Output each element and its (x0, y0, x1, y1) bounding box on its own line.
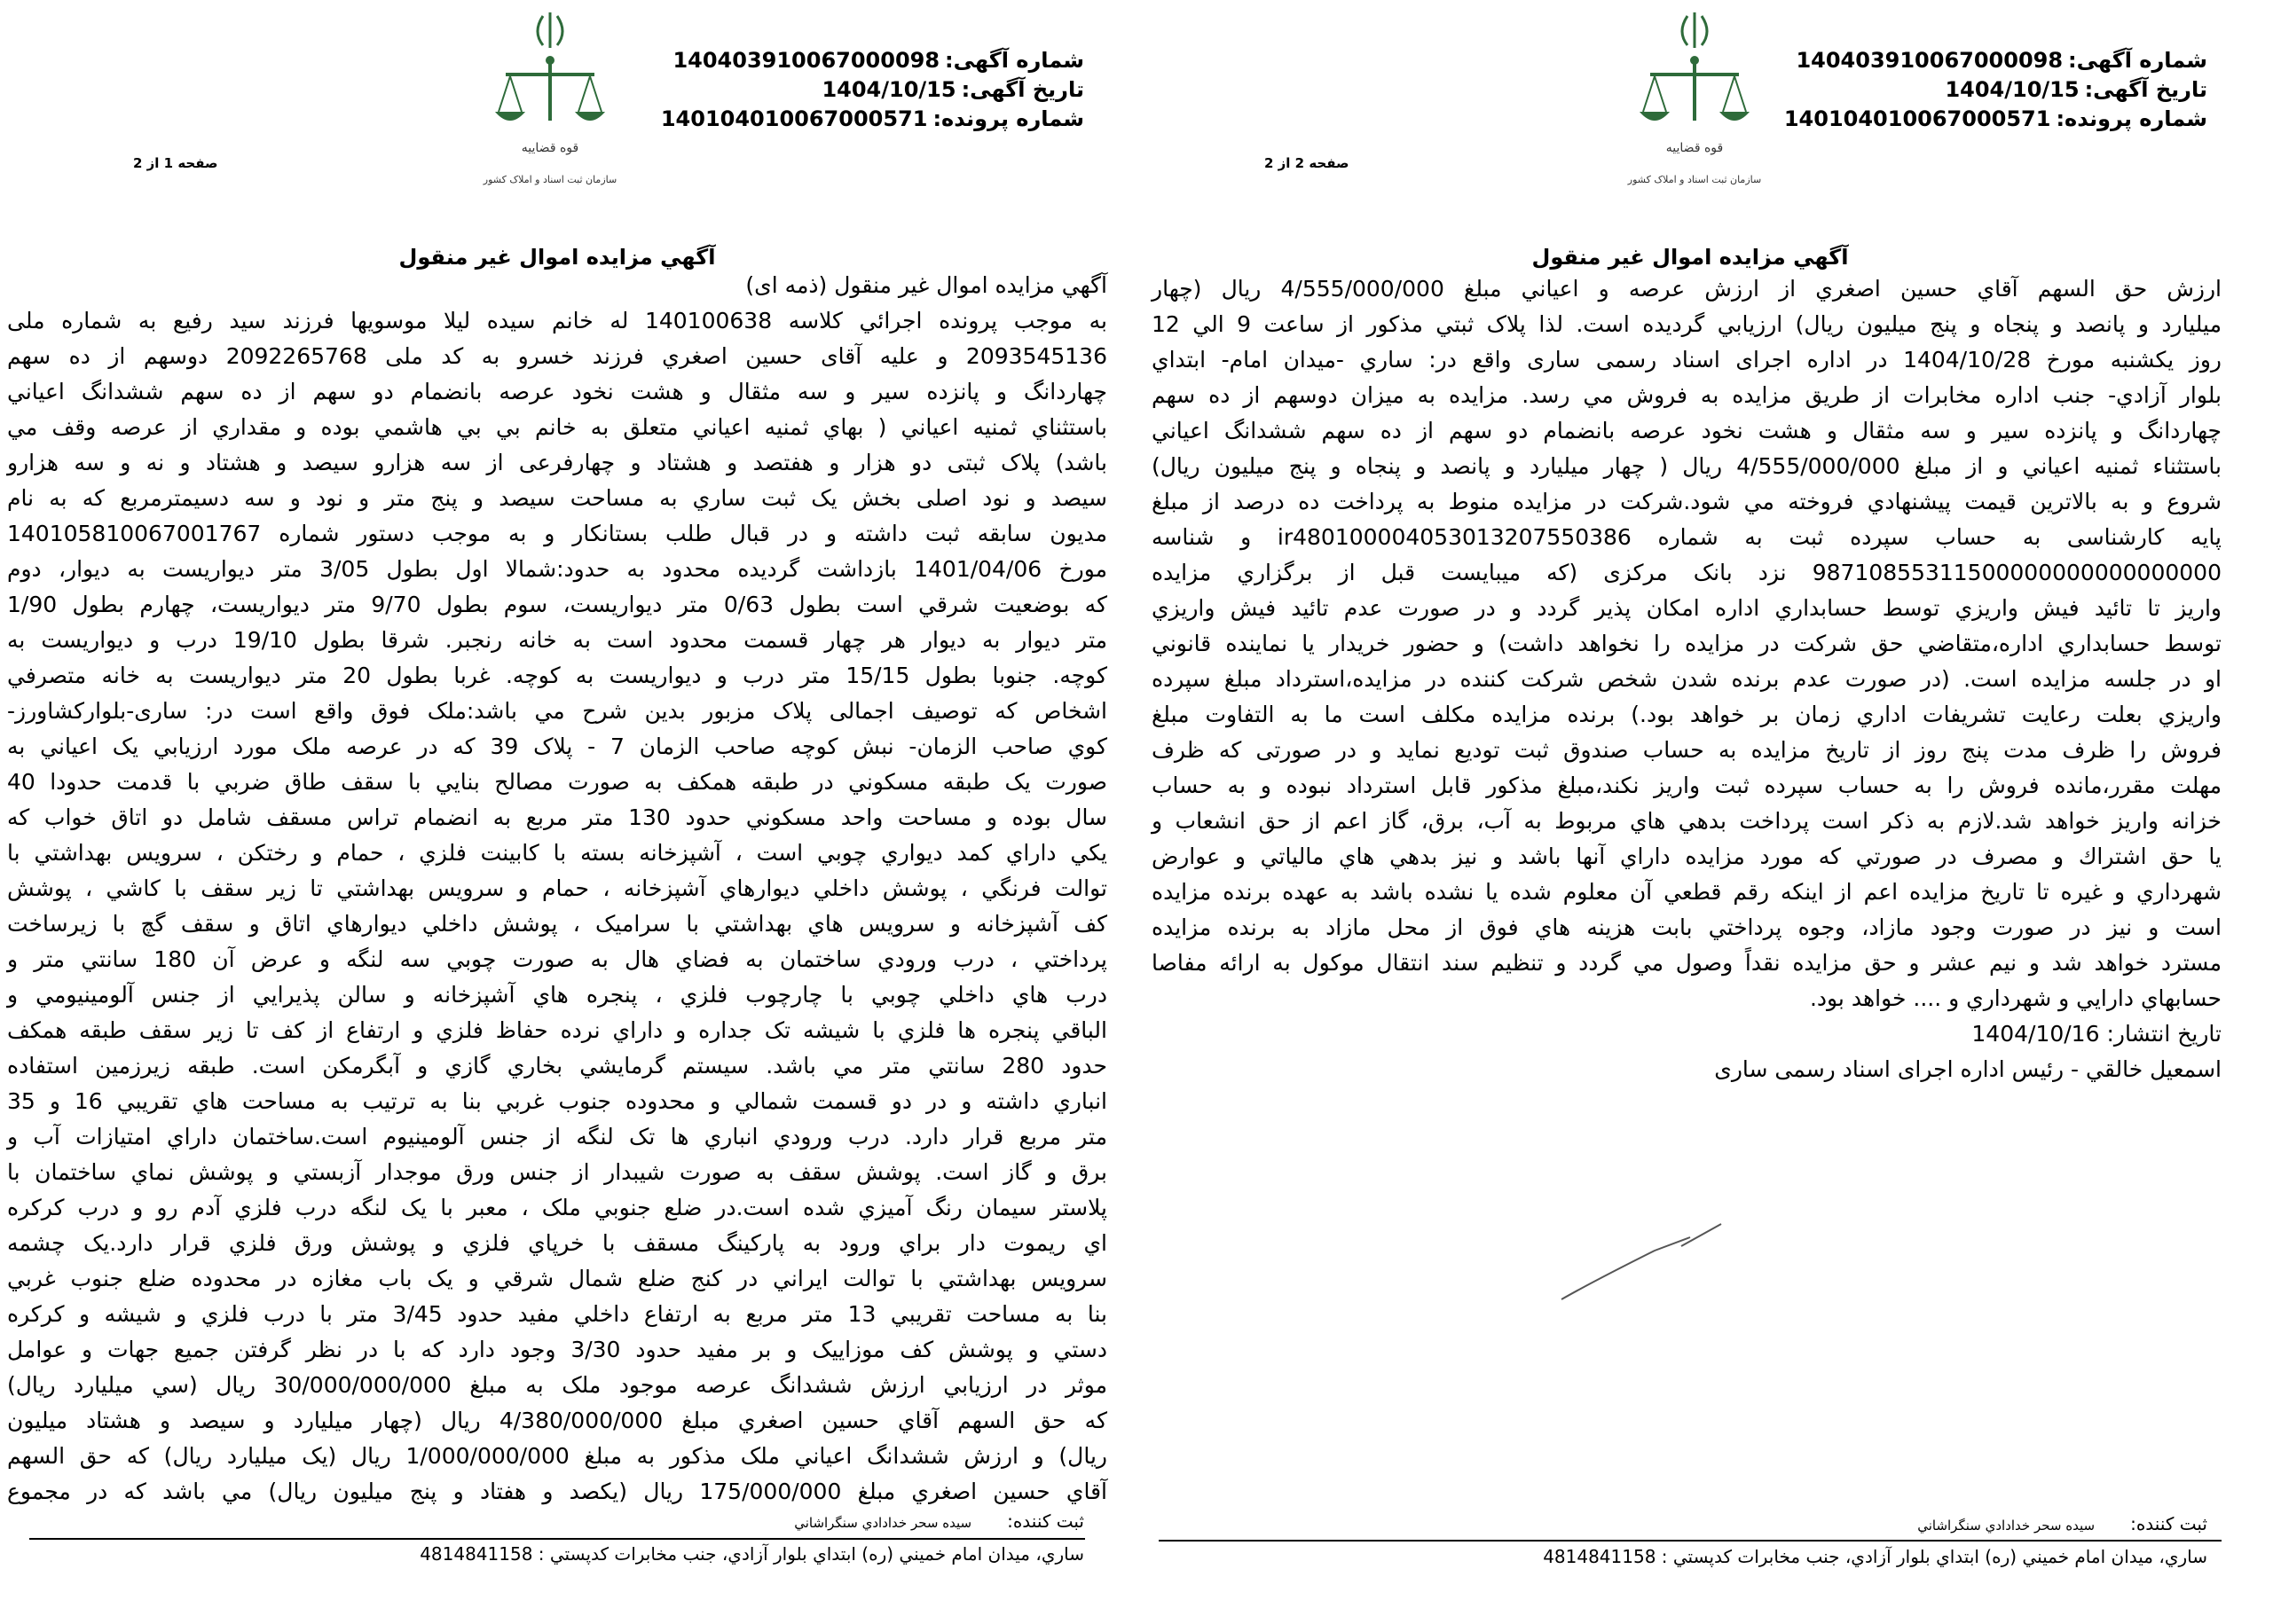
body-line: است و نيز در صورت وجود مازاد، وجوه پرداختي بابت هزينه هاي فوق از محل مازاد به برنده مزايده (1152, 914, 2222, 940)
body-line: پرداختي ، درب ورودي ساختمان به فضاي هال به صورت چوبي سه لنگه و عرض آن 180 سانتي متر و (7, 946, 1107, 972)
file-number-label: شماره پرونده: (932, 106, 1084, 131)
body-line: سال بوده و مساحت واحد مسکوني حدود 130 متر مربع به انضمام تراس مسقف شامل دو اتاق خواب که (7, 804, 1108, 830)
body-line: اي ريموت دار براي ورود به پارکينگ مسقف با خرپاي فلزي و پوشش ورق فلزي قرار دارد.يک چشمه (7, 1230, 1107, 1256)
body-line: کف آشپزخانه و سرويس هاي بهداشتي با سراميک ، پوشش داخلي ديوارهاي اتاق و سقف گچ با زيرساخت (7, 911, 1107, 937)
body-line: موثر در ارزيابي ارزش ششدانگ عرصه موجود ملک به مبلغ 30/000/000/000 ريال (سي ميليارد ريال) (7, 1372, 1108, 1398)
body-line: درب هاي داخلي چوبي با چارچوب فلزي ، پنجره هاي آشپزخانه و سالن پذيرايي از جنس آلومينيومي و (7, 982, 1107, 1008)
body-line: متر ديوار به ديوار هر چهار قسمت محدود است به خانه رنجبر. شرقا بطول 19/10 درب و ديواريست به (7, 627, 1107, 653)
footer-divider (29, 1538, 1085, 1540)
body-line: مديون سابقه ثبت داشته و در قبال طلب بستانکار و به موجب دستور شماره 140105810067001767 (7, 521, 1107, 546)
body-line: کوچه. جنوبا بطول 15/15 متر درب و ديواريست به کوچه. غربا بطول 20 متر ديواريست به خانه متصرفي (7, 663, 1107, 688)
body-line: ريال) و ارزش ششدانگ اعياني ملک مذکور به مبلغ 1/000/000/000 ريال (يک ميليارد ريال) که حق السهم (7, 1443, 1107, 1469)
footer-address: ساري، ميدان امام خميني (ره) ابتداي بلوار آزادي، جنب مخابرات کدپستي : 4814841158 (420, 1543, 1084, 1565)
body-line: 2093545136 و عليه آقای حسين اصغري فرزند خسرو به کد ملی 2092265768 دوسهم از ده سهم (7, 343, 1107, 369)
body-line: سرويس بهداشتي با توالت ايراني در کنج ضلع شمال شرقي و يک باب مغازه در محدوده ضلع جنوب غربي (7, 1266, 1107, 1291)
body-line: واريز تا تائيد فيش واريزي توسط حسابداري اداره امکان پذير گردد و در صورت عدم تائيد فيش واريزي (1152, 595, 2222, 621)
body-line: حسابهاي دارايي و شهرداري و .... خواهد بود. (1809, 985, 2222, 1011)
body-line: اشخاص که توصيف اجمالی پلاک مزبور بدين شرح مي باشد:ملک فوق واقع است در: ساری-بلوارکشاورز- (7, 698, 1107, 724)
page-indicator: صفحه 1 از 2 (133, 155, 218, 171)
body-line: ميليارد و پانصد و پنجاه و پنج ميليون ريال) ارزيابي گرديده است. لذا پلاک ثبتي مذکور از ساعت 9 الي 12 (1152, 311, 2222, 337)
svg-text:سازمان ثبت اسناد و املاک کشور: سازمان ثبت اسناد و املاک کشور (483, 174, 617, 185)
body-line: چهاردانگ و پانزده سير و سه مثقال و هشت نخود عرصه بانضمام دو سهم از ده سهم ششدانگ اعياني (7, 379, 1107, 404)
body-line: که حق السهم آقاي حسين اصغري مبلغ 4/380/000/000 ريال (چهار ميليارد و سيصد و هشتاد ميليون (7, 1408, 1107, 1433)
ad-date-label: تاریخ آگهی: (961, 77, 1084, 102)
notice-page-2 (1144, 0, 2236, 1624)
registrar-name: سيده سحر خدادادي سنگراشاني (1917, 1518, 2096, 1534)
file-number-label: شماره پرونده: (2056, 106, 2207, 131)
body-line: فروش را ظرف مدت پنج روز از تاريخ مزايده به حساب صندوق ثبت توديع نمايد و در صورتی که ظرف (1152, 737, 2222, 763)
body-line: متر مربع قرار دارد. درب ورودي انباري ها تک لنگه از جنس آلومينيوم است.ساختمان داراي امتيازات آب و (7, 1124, 1107, 1149)
body-line: مسترد خواهد شد و نيم عشر و حق مزايده نقداً وصول مي گردد و تنظيم سند انتقال موکول به ارائه مفاصا (1152, 950, 2222, 976)
notice-body (1152, 271, 2222, 1087)
footer-divider (1159, 1540, 2222, 1542)
file-number: 140104010067000571 (1783, 106, 2051, 131)
svg-text:قوه قضاییه: قوه قضاییه (521, 141, 579, 155)
body-line: انباري داشته و در دو قسمت شمالي و محدوده جنوب غربي بنا به ترتيب به مساحت هاي تقريبي 16 و 35 (7, 1088, 1107, 1114)
ad-number-label: شماره آگهی: (945, 48, 1084, 73)
file-number: 140104010067000571 (660, 106, 928, 131)
body-line: حدود 280 سانتي متر مي باشد. سيستم گرمايشي بخاري گازي و آبگرمکن است. طبقه زيرزمين استفاده (7, 1053, 1107, 1079)
body-line: يا حق اشتراك و مصرف در صورتي که مورد مزايده داراي آنها باشد و نيز بدهي هاي مالياتي و عوارض (1152, 843, 2222, 869)
body-line: شروع و به بالاترين قيمت پيشنهادي فروخته مي شود.شرکت در مزايده منوط به پرداخت ده درصد از مبلغ (1152, 489, 2222, 514)
body-line: باستثناء ثمنيه اعياني و از مبلغ 4/555/000/000 ريال ( چهار ميليارد و پانصد و پنجاه و پنج ميليون ريال) (1152, 453, 2222, 479)
ad-number: 140403910067000098 (672, 48, 940, 73)
signature-icon (1557, 1211, 1734, 1308)
body-line: پلاستر سيمان رنگ آميزي شده است.در ضلع جنوبي ملک ، معبر با يک لنگه درب فلزي آدم رو و درب کرکره (7, 1195, 1107, 1220)
body-line: باستثناي ثمنيه اعياني ( بهاي ثمنيه اعياني متعلق به خانم بي بي هاشمي بوده و مقداري از عرصه وقف مي (7, 414, 1107, 440)
ad-date: 1404/10/15 (822, 77, 956, 102)
notice-title: آگهي مزايده اموال غير منقول (1531, 245, 1849, 270)
ad-number: 140403910067000098 (1796, 48, 2064, 73)
body-line: صورت يک طبقه مسکوني در طبقه همکف به صورت مصالح بنايي با سقف طاق ضربي با قدمت حدودا 40 (7, 769, 1107, 795)
notice-page-1 (0, 0, 1118, 1624)
notice-meta (656, 46, 1084, 134)
notice-title: آگهي مزايده اموال غير منقول (398, 245, 716, 270)
svg-text:قوه قضاییه: قوه قضاییه (1665, 141, 1724, 155)
notice-body (7, 268, 1107, 1510)
registrar-name: سيده سحر خدادادي سنگراشاني (794, 1515, 972, 1531)
body-line: او در جلسه مزايده است. (در صورت عدم برنده شدن شخص شرکت کننده در مزايده،استرداد مبلغ سپرده (1152, 666, 2222, 692)
body-line: پايه کارشناسی به حساب سپرده ثبت به شماره ir480100004053013207550386 و شناسه (1152, 524, 2222, 550)
body-line: ارزش حق السهم آقاي حسين اصغري از ارزش عرصه و اعياني مبلغ 4/555/000/000 ريال (چهار (1152, 276, 2222, 302)
publication-date: تاريخ انتشار: 1404/10/16 (1971, 1021, 2222, 1047)
ad-date-label: تاریخ آگهی: (2084, 77, 2207, 102)
ad-date: 1404/10/15 (1945, 77, 2080, 102)
notice-meta (1779, 46, 2207, 134)
body-line: روز يکشنبه مورخ 1404/10/28 در اداره اجرای اسناد رسمی ساری واقع در: ساري -ميدان امام- ابتداي (1152, 347, 2222, 373)
body-line: توالت فرنگي ، پوشش داخلي ديوارهاي آشپزخانه ، حمام و سرويس بهداشتي تا زير سقف با کاشي ، پوشش (7, 875, 1107, 901)
body-line: خزانه واريز خواهد شد.لازم به ذکر است پرداخت بدهي هاي مربوط به آب، برق، گاز اعم از حق انشعاب و (1152, 808, 2222, 834)
body-line: که بوضعيت شرقي است بطول 0/63 متر ديواريست، سوم بطول 9/70 متر ديواريست، چهارم بطول 1/90 (7, 592, 1107, 617)
footer-address: ساري، ميدان امام خميني (ره) ابتداي بلوار آزادي، جنب مخابرات کدپستي : 4814841158 (1543, 1546, 2207, 1567)
body-line: سيصد و نود اصلی بخش يک ثبت ساري به مساحت سيصد و پنج متر و نود و سه دسيمترمربع که به نام (7, 485, 1107, 511)
registrar (1917, 1513, 2207, 1534)
judiciary-emblem-icon (479, 5, 621, 196)
registrar-label: ثبت کننده: (1007, 1510, 1084, 1532)
body-line: به موجب پرونده اجرائي کلاسه 140100638 له خانم سيده ليلا موسويها فرزند سيد رفيع به شماره ملی (7, 308, 1107, 333)
registrar (794, 1510, 1084, 1532)
page-indicator: صفحه 2 از 2 (1264, 155, 1349, 171)
body-line: آگهي مزايده اموال غير منقول (ذمه ای) (745, 272, 1107, 298)
body-line: بلوار آزادي- جنب اداره مخابرات از طريق مزايده به فروش مي رسد. مزايده به ميزان دوسهم از ده سهم (1152, 382, 2222, 408)
ad-number-label: شماره آگهی: (2068, 48, 2207, 73)
body-line: باشد) پلاک ثبتی دو هزار و هفتصد و هشتاد و چهارفرعی از سه هزارو سيصد و هشتاد و نه و سه هزارو (7, 450, 1107, 475)
body-line: مورخ 1401/04/06 بازداشت گرديده محدود به حدود:شمالا اول بطول 3/05 متر ديواريست به ديوار، دوم (7, 556, 1107, 582)
body-line: 98710855311500000000000000000 نزد بانک مرکزی (که ميبايست قبل از برگزاري مزايده (1152, 560, 2222, 585)
body-line: چهاردانگ و پانزده سير و سه مثقال و هشت نخود عرصه بانضمام دو سهم از ده سهم ششدانگ اعياني (1152, 418, 2222, 443)
signatory-line: اسمعيل خالقي - رئيس اداره اجرای اسناد رسمی ساری (1714, 1056, 2222, 1082)
body-line: شهرداري و غيره تا تاريخ مزايده اعم از اينکه رقم قطعي آن معلوم شده يا نشده باشد به عهده برنده مزايده (1152, 879, 2222, 905)
body-line: واريزي بعلت رعايت تشريفات اداري زمان بر خواهد بود.) برنده مزايده مکلف است ما به التفاوت مبلغ (1152, 702, 2222, 727)
body-line: بنا به مساحت تقريبي 13 متر مربع به ارتفاع داخلي مفيد حدود 3/45 متر با درب فلزي و شيشه و کرکره (7, 1301, 1107, 1327)
body-line: کوي صاحب الزمان- نبش کوچه صاحب الزمان 7 - پلاک 39 که در عرصه ملک مورد ارزيابي يک اعياني به (7, 734, 1107, 759)
body-line: برق و گاز است. پوشش سقف به صورت شيبدار از جنس ورق موجدار آزبستي و پوشش نماي ساختمان با (7, 1159, 1107, 1185)
body-line: توسط حسابداري اداره،متقاضي حق شرکت در مزايده را نخواهد داشت) و حضور خريدار يا نماينده قانوني (1152, 631, 2222, 656)
body-line: آقاي حسين اصغري مبلغ 175/000/000 ريال (يکصد و هفتاد و پنج ميليون ريال) مي باشد که در مجموع (7, 1479, 1107, 1504)
body-line: يکي داراي کمد ديواري چوبي است ، آشپزخانه بسته با کابينت فلزي ، حمام و رختکن ، سرويس بهداشتي با (7, 840, 1107, 866)
judiciary-emblem-icon (1624, 5, 1766, 196)
body-line: مهلت مقرر،مانده فروش را به حساب سپرده ثبت واريز نکند،مبلغ مذکور قابل استرداد نبوده و به حساب (1152, 773, 2222, 798)
registrar-label: ثبت کننده: (2130, 1513, 2207, 1534)
body-line: دستي و پوشش کف موزاييک و بر مفيد حدود 3/30 وجود دارد که با در نظر گرفتن جميع جهات و عوامل (7, 1337, 1108, 1362)
body-line: الباقي پنجره ها فلزي با شيشه تک جداره و داراي نرده حفاظ فلزي و ارتفاع از کف تا زير سقف طبقه همکف (7, 1017, 1107, 1043)
svg-text:سازمان ثبت اسناد و املاک کشور: سازمان ثبت اسناد و املاک کشور (1627, 174, 1762, 185)
